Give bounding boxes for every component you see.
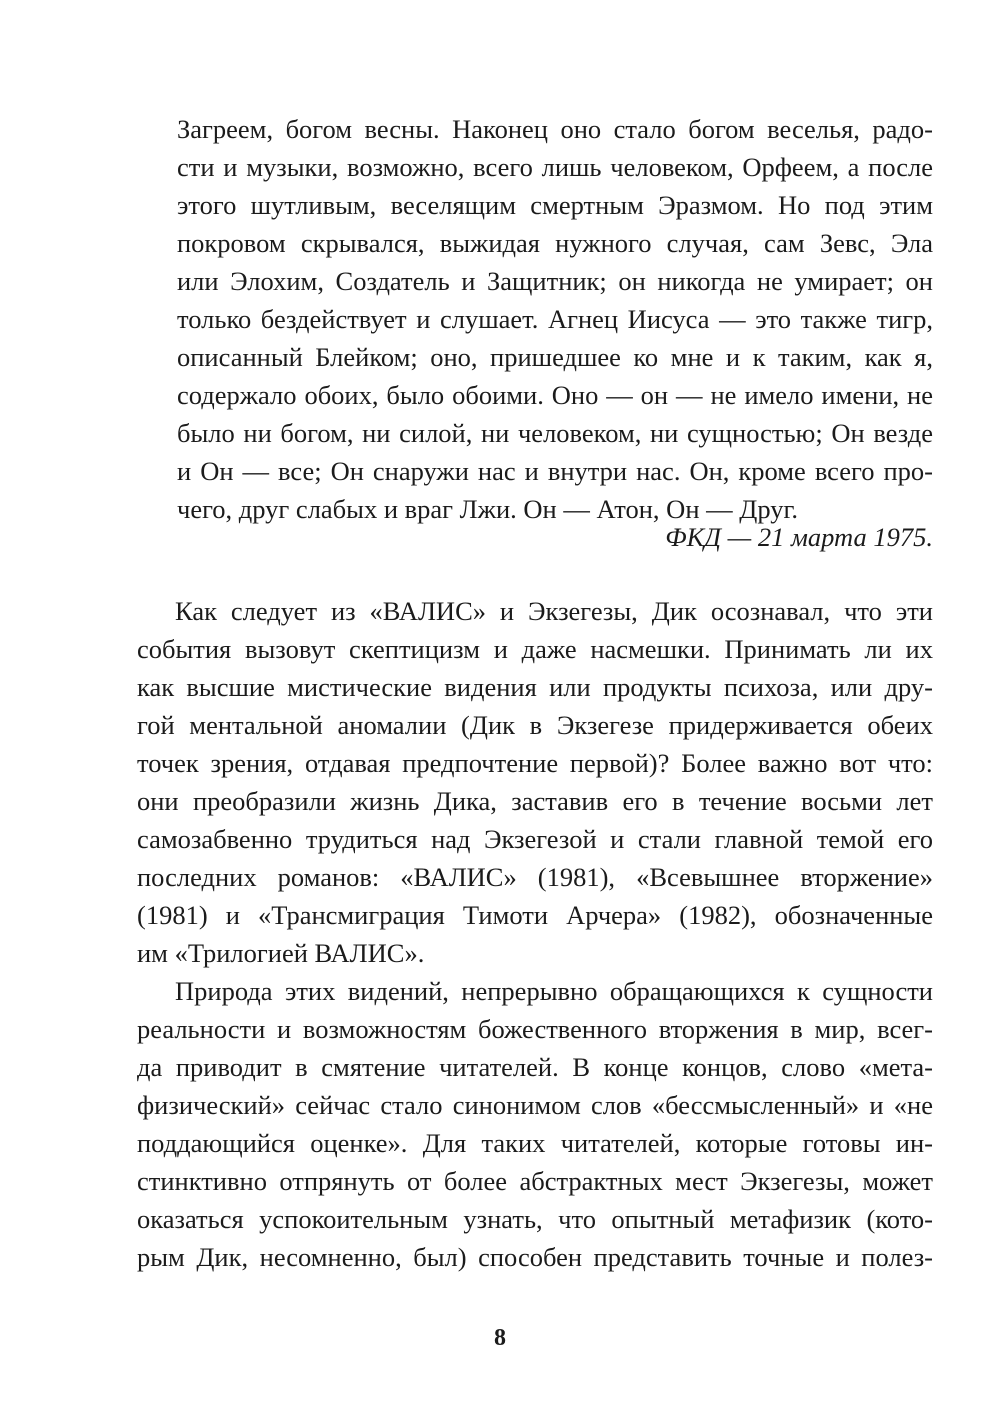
paragraph-line: Природа этих видений, непрерывно обращающихся к сущности — [175, 976, 933, 1006]
quote-line: описанный Блейком; оно, пришедшее ко мне и к таким, как я, — [177, 342, 933, 372]
quote-line: этого шутливым, веселящим смертным Эразмом. Но под этим — [177, 190, 933, 220]
quote-line: было ни богом, ни силой, ни человеком, ни сущностью; Он везде — [177, 418, 933, 448]
paragraph-line: гой ментальной аномалии (Дик в Экзегезе придерживается обеих — [137, 710, 933, 740]
paragraph-line: как высшие мистические видения или продукты психоза, или дру- — [137, 672, 933, 702]
paragraph-line: им «Трилогией ВАЛИС». — [137, 938, 425, 968]
paragraph-line: события вызовут скептицизм и даже насмешки. Принимать ли их — [137, 634, 933, 664]
paragraph-line: Как следует из «ВАЛИС» и Экзегезы, Дик осознавал, что эти — [175, 596, 933, 626]
quote-line: и Он — все; Он снаружи нас и внутри нас. Он, кроме всего про- — [177, 456, 933, 486]
paragraph-line: физический» сейчас стало синонимом слов «бессмысленный» и «не — [137, 1090, 933, 1120]
quote-line: или Элохим, Создатель и Защитник; он никогда не умирает; он — [177, 266, 933, 296]
paragraph-line: они преобразили жизнь Дика, заставив его в течение восьми лет — [137, 786, 933, 816]
paragraph-line: реальности и возможностям божественного вторжения в мир, всег- — [137, 1014, 933, 1044]
paragraph-line: поддающийся оценке». Для таких читателей, которые готовы ин- — [137, 1128, 933, 1158]
quote-signature: ФКД — 21 марта 1975. — [665, 522, 933, 552]
paragraph-line: самозабвенно трудиться над Экзегезой и стали главной темой его — [137, 824, 933, 854]
paragraph-line: стинктивно отпрянуть от более абстрактных мест Экзегезы, может — [137, 1166, 933, 1196]
quote-line: чего, друг слабых и враг Лжи. Он — Атон, Он — Друг. — [177, 494, 798, 524]
paragraph-line: рым Дик, несомненно, был) способен представить точные и полез- — [137, 1242, 933, 1272]
paragraph-line: (1981) и «Трансмиграция Тимоти Арчера» (1982), обозначенные — [137, 900, 933, 930]
paragraph-line: да приводит в смятение читателей. В конце концов, слово «мета- — [137, 1052, 933, 1082]
quote-line: покровом скрывался, выжидая нужного случая, сам Зевс, Эла — [177, 228, 933, 258]
paragraph-line: последних романов: «ВАЛИС» (1981), «Всевышнее вторжение» — [137, 862, 933, 892]
quote-line: содержало обоих, было обоими. Оно — он — не имело имени, не — [177, 380, 933, 410]
paragraph-line: точек зрения, отдавая предпочтение первой)? Более важно вот что: — [137, 748, 933, 778]
paragraph-line: оказаться успокоительным узнать, что опытный метафизик (кото- — [137, 1204, 933, 1234]
page-number: 8 — [494, 1325, 506, 1351]
quote-line: Загреем, богом весны. Наконец оно стало богом веселья, радо- — [177, 114, 933, 144]
quote-line: сти и музыки, возможно, всего лишь человеком, Орфеем, а после — [177, 152, 933, 182]
quote-line: только бездействует и слушает. Агнец Иисуса — это также тигр, — [177, 304, 933, 334]
